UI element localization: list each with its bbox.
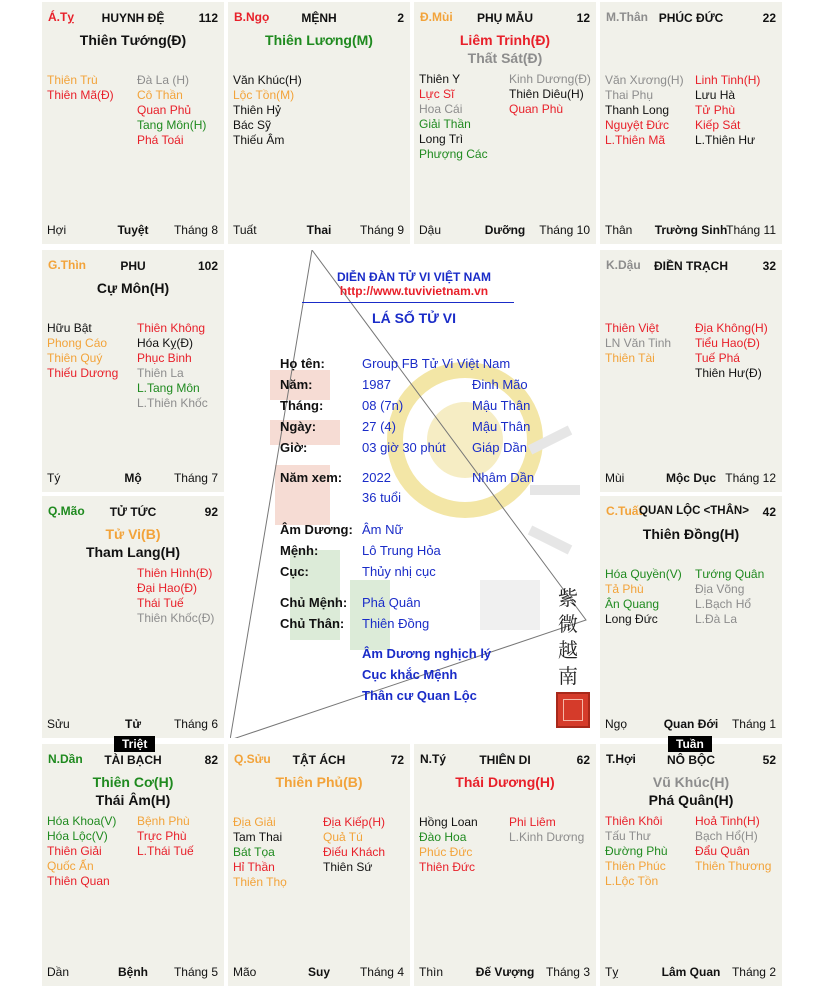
minor-star: Văn Xương(H)	[605, 73, 684, 87]
minor-star: LN Văn Tinh	[605, 336, 672, 350]
info-label: Cục:	[280, 564, 309, 579]
palace-stem: M.Thân	[606, 10, 648, 24]
info-row	[230, 470, 598, 488]
minor-star: Thiên Việt	[605, 321, 659, 335]
palace-stem: Q.Sửu	[234, 752, 271, 766]
info-row	[230, 595, 598, 613]
palace-cell-suu-q	[228, 744, 410, 986]
minor-star: Địa Kiếp(H)	[323, 815, 386, 829]
minor-star: Thiên Y	[419, 72, 461, 86]
minor-star: Thiên Đức	[419, 860, 476, 874]
chart-board	[42, 2, 786, 990]
info-row	[230, 564, 598, 582]
palace-name: TỬ TỨC	[109, 505, 157, 519]
palace-name: ĐIỀN TRẠCH	[654, 259, 728, 273]
palace-cell-thin-g	[42, 250, 224, 492]
info-value: Lô Trung Hỏa	[362, 543, 441, 558]
life-stage: Bệnh	[118, 965, 148, 979]
minor-star: Hóa Kỵ(Đ)	[137, 336, 194, 350]
branch-label: Dậu	[419, 223, 442, 237]
minor-star: Thanh Long	[605, 103, 670, 117]
minor-star: Bạch Hổ(H)	[695, 829, 758, 843]
minor-star: Thiên Sứ	[323, 860, 373, 874]
info-row	[230, 440, 598, 458]
minor-star: Thiên Hỷ	[233, 103, 282, 117]
palace-stem: Đ.Mùi	[420, 10, 453, 24]
right-star-column	[509, 815, 584, 845]
minor-star: Thiên Thương	[695, 859, 772, 873]
left-star-column	[605, 73, 684, 148]
right-star-column	[695, 321, 768, 381]
minor-star: Thiếu Dương	[47, 366, 119, 380]
info-value: 08 (7n)	[362, 398, 404, 413]
minor-star: L.Thiên Mã	[605, 133, 666, 147]
title-divider	[302, 302, 514, 303]
major-star: Thiên Lương(M)	[265, 32, 373, 48]
minor-star: Hóa Lộc(V)	[47, 829, 108, 843]
minor-star: Quan Phủ	[137, 103, 192, 117]
month-label: Tháng 1	[731, 717, 776, 731]
info-row	[230, 616, 598, 634]
right-star-column	[695, 567, 764, 627]
major-star: Thiên Đồng(H)	[642, 526, 740, 542]
palace-age-number: 2	[397, 11, 404, 25]
info-row	[230, 377, 598, 395]
month-label: Tháng 5	[173, 965, 218, 979]
month-label: Tháng 12	[725, 471, 776, 485]
minor-star: Thiên Khốc(Đ)	[137, 611, 215, 625]
minor-star: Thiên Giải	[47, 844, 102, 858]
minor-star: L.Kinh Dương	[509, 830, 585, 844]
minor-star: Thiên La	[137, 366, 184, 380]
minor-star: Tử Phù	[695, 103, 736, 117]
left-star-column	[47, 73, 114, 103]
palace-cell-ngo-b	[228, 2, 410, 244]
life-stage: Đế Vượng	[475, 965, 535, 979]
branch-label: Dần	[47, 965, 70, 979]
minor-star: Quan Phù	[509, 102, 564, 116]
minor-star: Tuế Phá	[695, 351, 740, 365]
major-star: Cự Môn(H)	[96, 280, 170, 296]
palace-name: PHỤ MẪU	[477, 11, 533, 25]
note-line: Cục khắc Mệnh	[362, 667, 458, 682]
info-value: 03 giờ 30 phút	[362, 440, 446, 455]
palace-age-number: 82	[204, 753, 218, 767]
minor-star: L.Thiên Khốc	[137, 396, 208, 410]
info-label: Âm Dương:	[280, 522, 353, 537]
palace-stem: T.Hợi	[606, 752, 636, 766]
major-star: Thiên Phủ(B)	[275, 774, 363, 790]
palace-cell-ty-a	[42, 2, 224, 244]
right-star-column	[695, 73, 760, 148]
info-value: 1987	[362, 377, 391, 392]
forum-name: DIỄN ĐÀN TỬ VI VIỆT NAM	[337, 270, 491, 284]
palace-cell-dau-k	[600, 250, 782, 492]
info-value: 2022	[362, 470, 391, 485]
minor-star: Tấu Thư	[605, 829, 651, 843]
branch-label: Ngọ	[605, 717, 628, 731]
minor-star: Thái Tuế	[137, 596, 184, 610]
branch-label: Thìn	[419, 965, 444, 979]
major-star: Thất Sát(Đ)	[467, 50, 543, 66]
info-label: Ngày:	[280, 419, 317, 434]
minor-star: Lực Sĩ	[419, 87, 455, 101]
branch-label: Hợi	[47, 223, 67, 237]
major-star: Thiên Tướng(Đ)	[79, 32, 187, 48]
major-star: Liêm Trinh(Đ)	[459, 32, 551, 48]
minor-star: L.Bạch Hổ	[695, 597, 752, 611]
minor-star: Đào Hoa	[419, 830, 467, 844]
minor-star: Địa Không(H)	[695, 321, 768, 335]
minor-star: Hỉ Thần	[233, 860, 275, 874]
calligraphy-char: 南	[558, 664, 578, 688]
life-stage: Tử	[124, 717, 142, 731]
branch-label: Tý	[47, 471, 61, 485]
minor-star: Lưu Hà	[695, 88, 736, 102]
left-star-column	[47, 814, 116, 889]
minor-star: Long Đức	[605, 612, 658, 626]
info-row	[230, 543, 598, 561]
minor-star: Phục Binh	[137, 351, 192, 365]
info-extra: Mậu Thân	[472, 398, 531, 413]
minor-star: Tang Môn(H)	[137, 118, 207, 132]
minor-star: Phượng Các	[419, 147, 488, 161]
month-label: Tháng 4	[359, 965, 404, 979]
minor-star: Tả Phù	[605, 582, 644, 596]
major-star: Phá Quân(H)	[648, 792, 734, 808]
life-stage: Thai	[306, 223, 332, 237]
minor-star: Giải Thần	[419, 117, 471, 131]
minor-star: Phi Liêm	[509, 815, 556, 829]
minor-star: Nguyệt Đức	[605, 118, 670, 132]
info-value: Thiên Đồng	[362, 616, 430, 631]
chart-title: LÁ SỐ TỬ VI	[372, 310, 456, 326]
minor-star: Tướng Quân	[695, 567, 765, 581]
minor-star: Bát Tọa	[233, 845, 275, 859]
month-label: Tháng 10	[539, 223, 590, 237]
branch-label: Mão	[233, 965, 257, 979]
minor-star: Tiểu Hao(Đ)	[695, 336, 760, 350]
info-value: Thủy nhị cục	[362, 564, 436, 579]
month-label: Tháng 9	[359, 223, 404, 237]
life-stage: Mộc Dục	[665, 471, 716, 485]
minor-star: Địa Giải	[233, 815, 276, 829]
red-seal-stamp	[556, 692, 590, 728]
life-stage: Mộ	[124, 471, 142, 485]
palace-stem: C.Tuất	[606, 504, 643, 518]
info-value: 36 tuổi	[362, 490, 402, 505]
month-label: Tháng 8	[173, 223, 218, 237]
right-star-column	[137, 73, 206, 148]
minor-star: Thiên Khôi	[605, 814, 663, 828]
minor-star: Phá Toái	[137, 133, 184, 147]
life-stage: Quan Đới	[663, 717, 719, 731]
left-star-column	[605, 814, 668, 889]
minor-star: Phong Cáo	[47, 336, 108, 350]
minor-star: Thiên Phúc	[605, 859, 666, 873]
palace-stem: G.Thìn	[48, 258, 86, 272]
major-star: Thiên Cơ(H)	[92, 774, 174, 790]
palace-stem: N.Tý	[420, 752, 447, 766]
note-line: Thân cư Quan Lộc	[362, 688, 477, 703]
right-star-column	[137, 814, 194, 859]
forum-url[interactable]: http://www.tuvivietnam.vn	[339, 284, 489, 298]
right-star-column	[509, 72, 591, 117]
info-extra: Đinh Mão	[472, 377, 528, 392]
major-star: Thái Âm(H)	[95, 792, 171, 808]
palace-stem: Q.Mão	[48, 504, 85, 518]
palace-cell-dan-n	[42, 744, 224, 986]
right-star-column	[323, 815, 385, 875]
life-stage: Suy	[307, 965, 330, 979]
minor-star: Linh Tinh(H)	[695, 73, 761, 87]
minor-star: Kinh Dương(Đ)	[509, 72, 591, 86]
minor-star: Văn Khúc(H)	[233, 73, 302, 87]
info-label: Chủ Thân:	[280, 616, 345, 631]
palace-name: PHÚC ĐỨC	[658, 11, 724, 25]
palace-cell-mao-q	[42, 496, 224, 738]
minor-star: Quốc Ấn	[47, 859, 94, 873]
minor-star: Thiên Hư(Đ)	[695, 366, 762, 380]
palace-cell-hoi-t	[600, 744, 782, 986]
right-star-column	[695, 814, 771, 874]
palace-name: PHU	[120, 259, 146, 273]
palace-name: MỆNH	[301, 11, 337, 25]
minor-star: Hoa Cái	[419, 102, 463, 116]
major-star: Thái Dương(H)	[455, 774, 555, 790]
info-value: Group FB Tử Vi Việt Nam	[362, 356, 511, 371]
info-value: Âm Nữ	[362, 522, 404, 537]
calligraphy-char: 越	[558, 638, 578, 662]
left-star-column	[233, 73, 302, 148]
minor-star: Thai Phụ	[605, 88, 654, 102]
info-row	[230, 398, 598, 416]
info-extra: Giáp Dần	[472, 440, 527, 455]
minor-star: Thiếu Âm	[233, 133, 285, 147]
branch-label: Sửu	[47, 717, 70, 731]
palace-age-number: 22	[762, 11, 776, 25]
minor-star: Trực Phù	[137, 829, 187, 843]
info-row	[230, 522, 598, 540]
minor-star: Địa Võng	[695, 582, 745, 596]
info-row	[230, 419, 598, 437]
info-value: Phá Quân	[362, 595, 421, 610]
minor-star: Hồng Loan	[419, 815, 478, 829]
calligraphy-char: 微	[558, 612, 578, 636]
info-label: Tháng:	[280, 398, 324, 413]
right-star-column	[137, 321, 208, 411]
palace-name: QUAN LỘC <THÂN>	[639, 505, 749, 517]
minor-star: Đà La (H)	[137, 73, 190, 87]
minor-star: Bác Sỹ	[233, 118, 272, 132]
left-star-column	[47, 321, 118, 381]
minor-star: Thiên Thọ	[233, 875, 287, 889]
minor-star: Thiên Tài	[605, 351, 655, 365]
minor-star: Cô Thần	[137, 88, 183, 102]
palace-name: NÔ BỘC	[667, 753, 715, 767]
minor-star: Thiên Trù	[47, 73, 98, 87]
minor-star: Tam Thai	[233, 830, 283, 844]
palace-stem: Á.Tỵ	[48, 10, 75, 24]
minor-star: Thiên Hình(Đ)	[137, 566, 213, 580]
minor-star: Phúc Đức	[419, 845, 473, 859]
info-label: Mệnh:	[280, 543, 319, 558]
center-panel	[230, 250, 598, 738]
info-label: Năm:	[280, 377, 313, 392]
right-star-column	[137, 566, 214, 626]
minor-star: Đẩu Quân	[695, 844, 750, 858]
minor-star: L.Thiên Hư	[695, 133, 756, 147]
left-star-column	[233, 815, 287, 890]
info-label: Giờ:	[280, 440, 308, 455]
info-row	[230, 490, 598, 508]
month-label: Tháng 3	[545, 965, 590, 979]
palace-name: HUYNH ĐỆ	[101, 11, 165, 25]
minor-star: Thiên Mã(Đ)	[47, 88, 114, 102]
palace-age-number: 112	[198, 11, 218, 25]
minor-star: Ân Quang	[605, 597, 660, 611]
info-extra: Nhâm Dần	[472, 470, 535, 485]
month-label: Tháng 2	[731, 965, 776, 979]
left-star-column	[419, 815, 478, 875]
palace-cell-than-m	[600, 2, 782, 244]
minor-star: Hoả Tinh(H)	[695, 814, 760, 828]
month-label: Tháng 6	[173, 717, 218, 731]
left-star-column	[605, 321, 671, 366]
palace-age-number: 102	[197, 259, 218, 273]
palace-cell-mui-d	[414, 2, 596, 244]
minor-star: L.Tang Môn	[137, 381, 200, 395]
month-label: Tháng 11	[726, 223, 776, 237]
branch-label: Tuất	[233, 223, 257, 237]
month-label: Tháng 7	[173, 471, 218, 485]
info-extra: Mậu Thân	[472, 419, 531, 434]
branch-label: Thân	[605, 223, 633, 237]
minor-star: Hóa Khoa(V)	[47, 814, 117, 828]
minor-star: Lộc Tồn(M)	[233, 88, 295, 102]
palace-stem: B.Ngọ	[234, 10, 270, 24]
major-star: Tham Lang(H)	[85, 544, 181, 560]
minor-star: Đại Hao(Đ)	[137, 581, 198, 595]
minor-star: Thiên Quý	[47, 351, 103, 365]
note-line: Âm Dương nghịch lý	[362, 646, 492, 661]
palace-age-number: 32	[762, 259, 776, 273]
major-star: Tử Vi(B)	[105, 526, 161, 542]
palace-cell-tuat-c	[600, 496, 782, 738]
palace-age-number: 62	[576, 753, 590, 767]
life-stage: Tuyệt	[117, 223, 149, 237]
minor-star: Bệnh Phù	[137, 814, 190, 828]
triet-tag: Triệt	[114, 736, 155, 752]
minor-star: Hóa Quyền(V)	[605, 567, 682, 581]
life-stage: Trường Sinh	[654, 223, 728, 237]
minor-star: Hữu Bật	[47, 321, 92, 335]
minor-star: L.Thái Tuế	[137, 844, 194, 858]
palace-stem: N.Dần	[48, 752, 83, 766]
minor-star: Kiếp Sát	[695, 118, 741, 132]
palace-age-number: 12	[576, 11, 590, 25]
branch-label: Mùi	[605, 471, 625, 485]
info-label: Họ tên:	[280, 356, 325, 371]
minor-star: Quả Tú	[323, 830, 363, 844]
palace-age-number: 52	[762, 753, 776, 767]
info-value: 27 (4)	[362, 419, 396, 434]
palace-age-number: 92	[204, 505, 218, 519]
info-label: Chủ Mệnh:	[280, 595, 348, 610]
tuan-tag: Tuần	[668, 736, 712, 752]
minor-star: Thiên Quan	[47, 874, 110, 888]
branch-label: Tỵ	[605, 965, 619, 979]
palace-age-number: 72	[390, 753, 404, 767]
life-stage: Lâm Quan	[661, 965, 721, 979]
info-row	[230, 356, 598, 374]
minor-star: Điếu Khách	[323, 845, 386, 859]
left-star-column	[419, 72, 488, 162]
palace-name: TÀI BẠCH	[104, 753, 162, 767]
info-label: Năm xem:	[280, 470, 343, 485]
palace-name: THIÊN DI	[479, 753, 531, 767]
calligraphy-char: 紫	[558, 586, 578, 610]
minor-star: L.Lộc Tồn	[605, 874, 659, 888]
life-stage: Dưỡng	[484, 223, 526, 237]
palace-stem: K.Dậu	[606, 258, 641, 272]
minor-star: Đường Phù	[605, 844, 668, 858]
palace-name: TẬT ÁCH	[292, 753, 346, 767]
palace-cell-ty-n	[414, 744, 596, 986]
left-star-column	[605, 567, 682, 627]
minor-star: Thiên Diêu(H)	[509, 87, 584, 101]
palace-age-number: 42	[762, 505, 776, 519]
minor-star: L.Đà La	[695, 612, 738, 626]
minor-star: Long Trì	[419, 132, 464, 146]
major-star: Vũ Khúc(H)	[652, 774, 730, 790]
minor-star: Thiên Không	[137, 321, 206, 335]
